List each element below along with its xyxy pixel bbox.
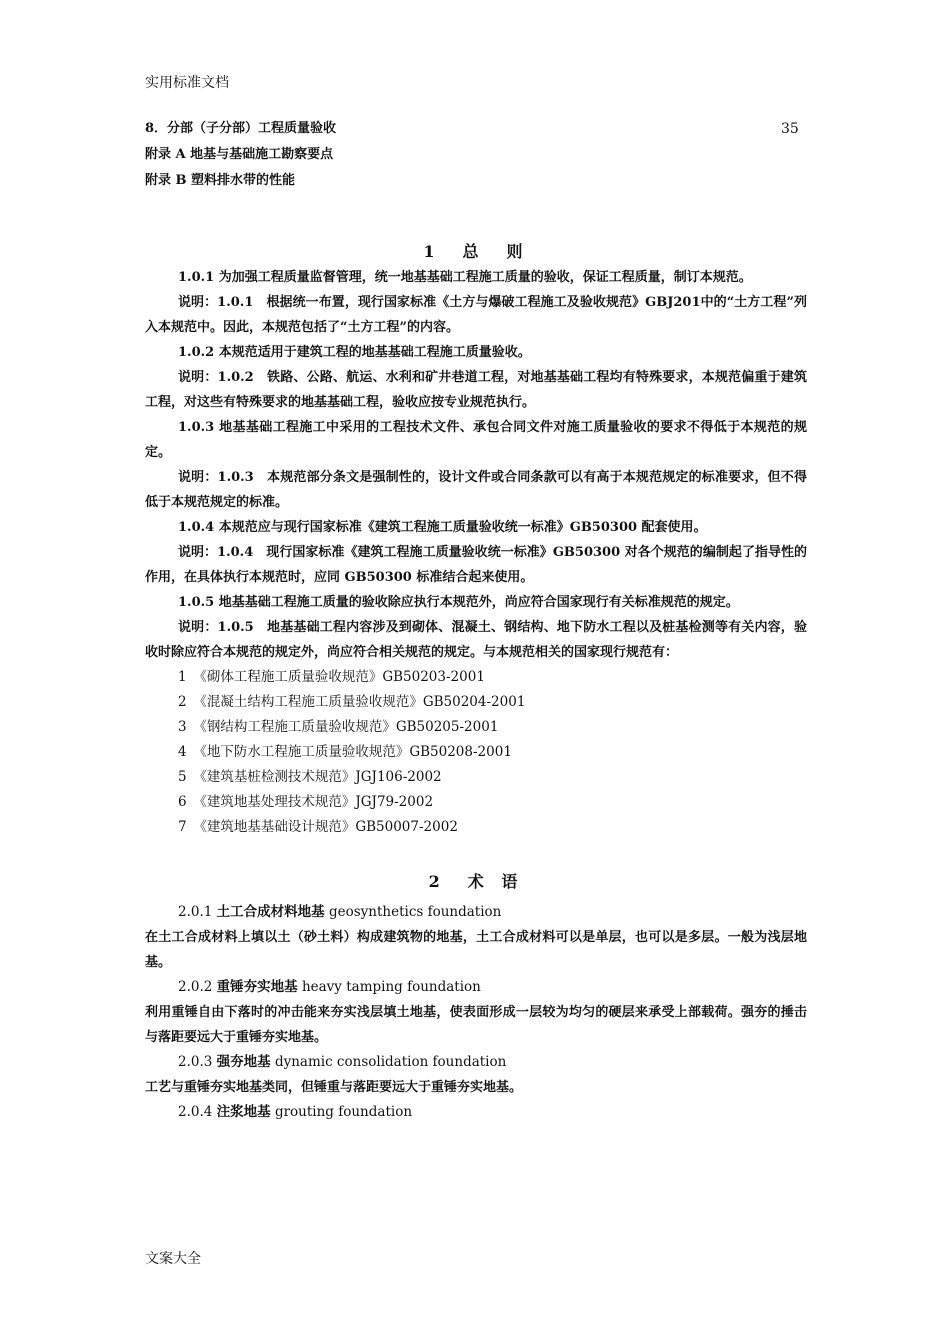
term-name-en: geosynthetics foundation — [328, 904, 502, 920]
term-name-en: dynamic consolidation foundation — [274, 1054, 507, 1070]
explanation-paragraph: 说明：1.0.5 地基基础工程内容涉及到砌体、混凝土、钢结构、地下防水工程以及桩基检测等有关内容，验收时除应符合本规范的规定外，尚应符合相关规范的规定。与本规范相关的国家现行规范有： — [145, 620, 807, 660]
list-item: 4 《地下防水工程施工质量验收规范》GB50208-2001 — [178, 744, 512, 760]
clause-paragraph: 1.0.3 地基基础工程施工中采用的工程技术文件、承包合同文件对施工质量验收的要求不得低于本规范的规定。 — [145, 420, 807, 460]
clause-paragraph: 1.0.4 本规范应与现行国家标准《建筑工程施工质量验收统一标准》GB50300 配套使用。 — [178, 520, 707, 535]
term-heading — [145, 975, 807, 1000]
term-description: 利用重锤自由下落时的冲击能来夯实浅层填土地基，使表面形成一层较为均匀的硬层来承受上部载荷。强夯的捶击与落距要远大于重锤夯实地基。 — [145, 1005, 807, 1045]
term-name-cn: 重锤夯实地基 — [216, 979, 298, 995]
related-standards-list — [145, 665, 807, 840]
list-item: 7 《建筑地基基础设计规范》GB50007-2002 — [178, 819, 458, 835]
clause-paragraph: 1.0.1 为加强工程质量监督管理，统一地基基础工程施工质量的验收，保证工程质量，制订本规范。 — [178, 270, 752, 285]
term-heading — [145, 1050, 807, 1075]
term-name-en: heavy tamping foundation — [301, 979, 481, 995]
list-item: 1 《砌体工程施工质量验收规范》GB50203-2001 — [178, 669, 485, 685]
main-content — [145, 240, 807, 1125]
explanation-paragraph: 说明：1.0.4 现行国家标准《建筑工程施工质量验收统一标准》GB50300 对各个规范的编制起了指导性的作用，在具体执行本规范时，应同 GB50300 标准结合起来使用。 — [145, 545, 807, 585]
table-of-contents — [145, 118, 805, 196]
toc-entry-title: 附录 A 地基与基础施工勘察要点 — [145, 147, 334, 162]
list-item: 6 《建筑地基处理技术规范》JGJ79-2002 — [178, 794, 434, 810]
term-description: 工艺与重锤夯实地基类同，但锤重与落距要远大于重锤夯实地基。 — [145, 1080, 523, 1095]
list-item: 2 《混凝土结构工程施工质量验收规范》GB50204-2001 — [178, 694, 526, 710]
list-item: 3 《钢结构工程施工质量验收规范》GB50205-2001 — [178, 719, 499, 735]
term-number: 2.0.2 — [178, 979, 213, 995]
term-name-en: grouting foundation — [274, 1104, 413, 1120]
term-name-cn: 土工合成材料地基 — [216, 904, 325, 920]
term-heading — [145, 900, 807, 925]
toc-entry-title: 8．分部（子分部）工程质量验收 — [145, 121, 337, 136]
toc-entry — [145, 170, 805, 196]
toc-entry — [145, 118, 805, 144]
section-title-general: 1 总 则 — [423, 242, 529, 261]
term-description: 在土工合成材料上填以土（砂土料）构成建筑物的地基，土工合成材料可以是单层，也可以是多层。一般为浅层地基。 — [145, 930, 807, 970]
page-footer: 文案大全 — [145, 1251, 201, 1267]
clause-paragraph: 1.0.5 地基基础工程施工质量的验收除应执行本规范外，尚应符合国家现行有关标准规范的规定。 — [178, 595, 739, 610]
explanation-paragraph: 说明：1.0.1 根据统一布置，现行国家标准《土方与爆破工程施工及验收规范》GBJ201中的“土方工程”列入本规范中。因此，本规范包括了“土方工程”的内容。 — [145, 295, 807, 335]
term-name-cn: 强夯地基 — [216, 1054, 271, 1070]
term-number: 2.0.4 — [178, 1104, 213, 1120]
explanation-paragraph: 说明：1.0.2 铁路、公路、航运、水利和矿井巷道工程，对地基基础工程均有特殊要求，本规范偏重于建筑工程，对这些有特殊要求的地基基础工程，验收应按专业规范执行。 — [145, 370, 807, 410]
term-number: 2.0.3 — [178, 1054, 213, 1070]
toc-entry-page: 35 — [781, 121, 799, 137]
term-heading — [145, 1100, 807, 1125]
toc-entry-title: 附录 B 塑料排水带的性能 — [145, 173, 296, 188]
list-item: 5 《建筑基桩检测技术规范》JGJ106-2002 — [178, 769, 442, 785]
section-title-terms: 2 术 语 — [428, 872, 524, 891]
explanation-paragraph: 说明：1.0.3 本规范部分条文是强制性的，设计文件或合同条款可以有高于本规范规定的标准要求，但不得低于本规范规定的标准。 — [145, 470, 807, 510]
term-name-cn: 注浆地基 — [216, 1104, 271, 1120]
page-header: 实用标准文档 — [145, 75, 229, 91]
toc-entry — [145, 144, 805, 170]
clause-paragraph: 1.0.2 本规范适用于建筑工程的地基基础工程施工质量验收。 — [178, 345, 531, 360]
term-number: 2.0.1 — [178, 904, 213, 920]
